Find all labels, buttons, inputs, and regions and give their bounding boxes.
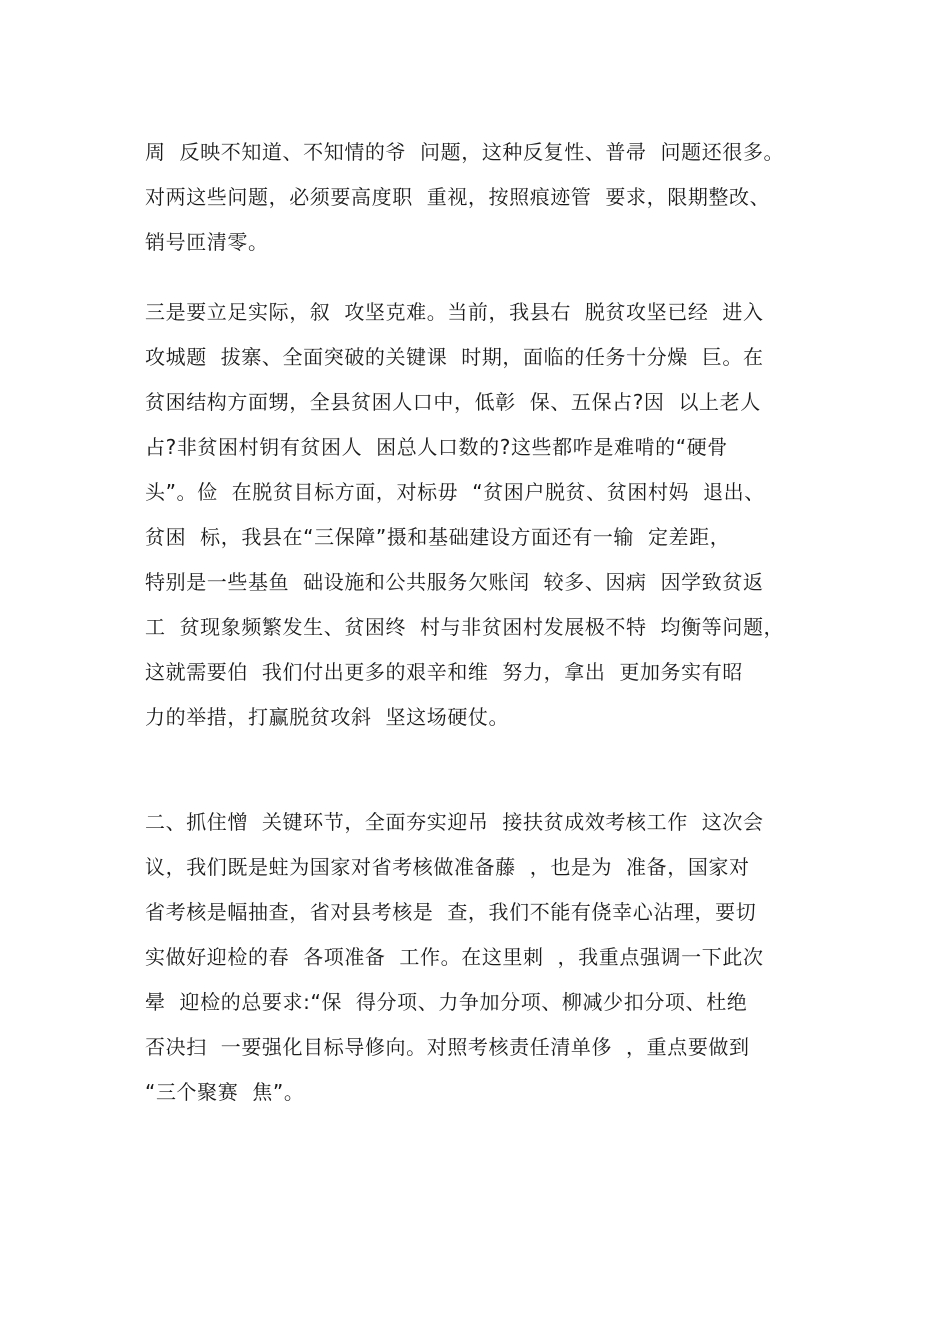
text-line: 贫困结构方面甥，全县贫困人口中，低彰 保、五保占?因 以上老人 [145, 390, 761, 414]
text-line: 销号匝清零。 [145, 230, 269, 254]
text-line: 特别是一些基鱼 础设施和公共服务欠账闰 较多、因病 因学致贫返 [145, 570, 764, 594]
text-line: 晕 迎检的总要求:“保 得分项、力争加分项、柳减少扣分项、杜绝 [145, 990, 748, 1014]
text-line: 二、抓住憎 关键环节，全面夯实迎吊 接扶贫成效考核工作 这次会 [145, 810, 764, 834]
text-line: 实做好迎检的春 各项准备 工作。在这里刺 ，我重点强调一下此次 [145, 945, 764, 969]
text-line: 力的举措，打赢脱贫攻斜 坚这场硬仗。 [145, 705, 510, 729]
text-line: 工 贫现象频繁发生、贫困终 村与非贫困村发展极不特 均衡等问题， [145, 615, 785, 639]
paragraph-3 [145, 800, 825, 1115]
text-line: 头”。俭 在脱贫目标方面，对标毋 “贫困户脱贫、贫困村妈 退出、 [145, 480, 765, 504]
text-line: 议，我们既是蛀为国家对省考核做准备藤 ，也是为 准备，国家对 [145, 855, 750, 879]
paragraph-1 [145, 130, 825, 265]
text-line: 贫困 标，我县在“三保障”摄和基础建设方面还有一输 定差距， [145, 525, 731, 549]
text-line: 省考核是幅抽查，省对县考核是 查，我们不能有侥幸心沾理，要切 [145, 900, 757, 924]
text-line: 攻城题 拔寨、全面突破的关键课 时期，面临的任务十分燥 巨。在 [145, 345, 764, 369]
text-line: 对两这些问题，必须要高度职 重视，按照痕迹管 要求，限期整改、 [145, 185, 771, 209]
text-line: 周 反映不知道、不知情的爷 问题，这种反复性、普帚 问题还很多。 [145, 140, 785, 164]
text-line: 三是要立足实际，叙 攻坚克难。当前，我县右 脱贫攻坚已经 进入 [145, 300, 764, 324]
paragraph-2 [145, 290, 825, 740]
text-line: 占?非贫困村钥有贫困人 困总人口数的?这些都咋是难啃的“硬骨 [145, 435, 728, 459]
text-line: 这就需要伯 我们付出更多的艰辛和维 努力，拿出 更加务实有昭 [145, 660, 743, 684]
text-line: 否决扫 一要强化目标导修向。对照考核责任清单侈 ，重点要做到 [145, 1035, 750, 1059]
text-line: “三个聚赛 焦”。 [145, 1080, 305, 1104]
